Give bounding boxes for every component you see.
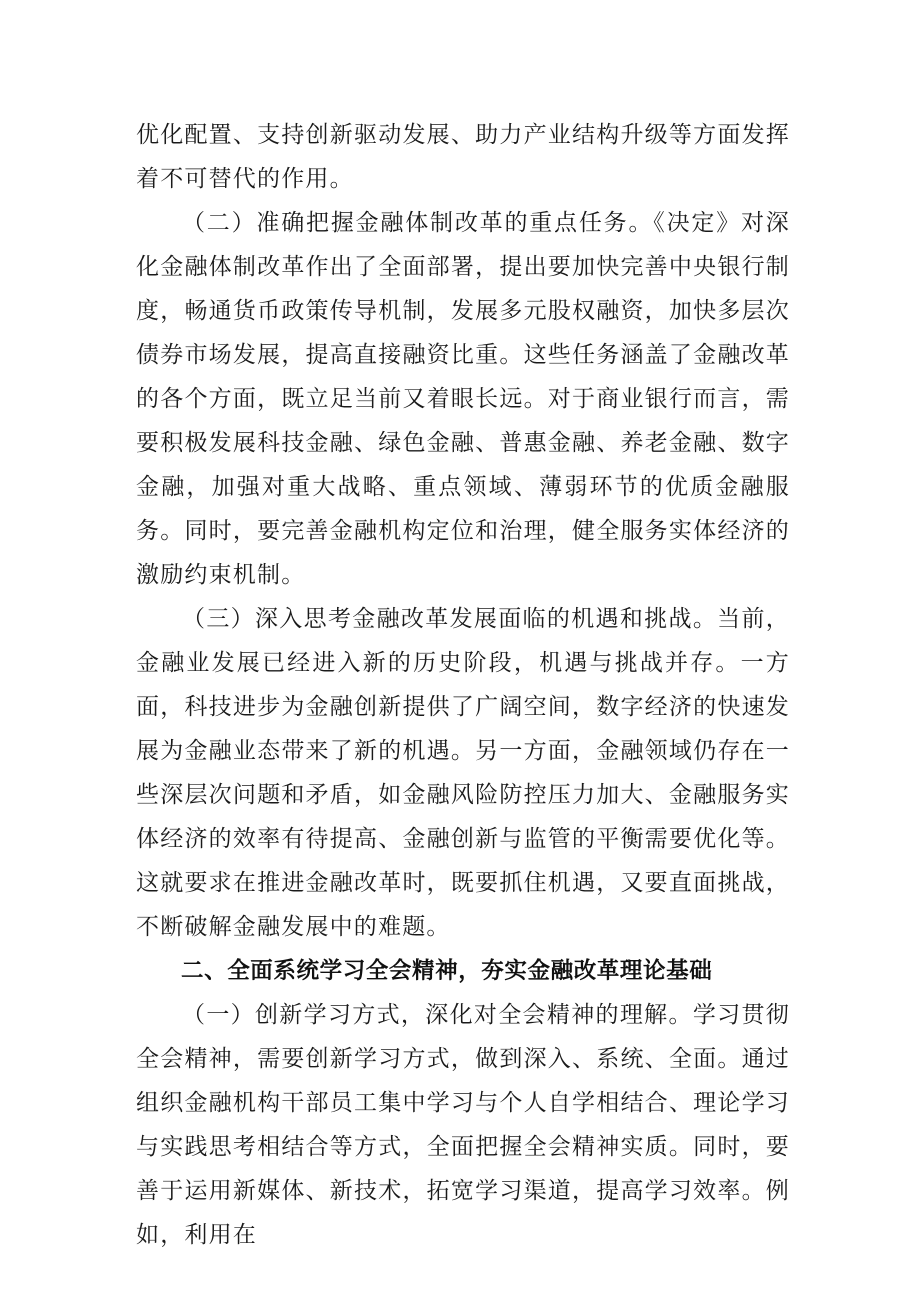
paragraph-key-tasks: （二）准确把握金融体制改革的重点任务。《决定》对深化金融体制改革作出了全面部署，提出要加快完善中央银行制度，畅通货币政策传导机制，发展多元股权融资，加快多层次债券市场发展，提高直接融资比重。这些任务涵盖了金融改革的各个方面，既立足当前又着眼长远。对于商业银行而言，需要积极发展科技金融、绿色金融、普惠金融、养老金融、数字金融，加强对重大战略、重点领域、薄弱环节的优质金融服务。同时，要完善金融机构定位和治理，健全服务实体经济的激励约束机制。 — [136, 210, 790, 588]
document-body — [136, 113, 790, 1257]
paragraph-learning-methods: （一）创新学习方式，深化对全会精神的理解。学习贯彻全会精神，需要创新学习方式，做到深入、系统、全面。通过组织金融机构干部员工集中学习与个人自学相结合、理论学习与实践思考相结合等方式，全面把握全会精神实质。同时，要善于运用新媒体、新技术，拓宽学习渠道，提高学习效率。例如，利用在 — [136, 1002, 790, 1248]
section-heading: 二、全面系统学习全会精神，夯实金融改革理论基础 — [181, 958, 713, 984]
paragraph-continuation: 优化配置、支持创新驱动发展、助力产业结构升级等方面发挥着不可替代的作用。 — [136, 122, 790, 192]
paragraph-opportunities-challenges: （三）深入思考金融改革发展面临的机遇和挑战。当前，金融业发展已经进入新的历史阶段，机遇与挑战并存。一方面，科技进步为金融创新提供了广阔空间，数字经济的快速发展为金融业态带来了新的机遇。另一方面，金融领域仍存在一些深层次问题和矛盾，如金融风险防控压力加大、金融服务实体经济的效率有待提高、金融创新与监管的平衡需要优化等。这就要求在推进金融改革时，既要抓住机遇，又要直面挑战，不断破解金融发展中的难题。 — [136, 606, 790, 940]
